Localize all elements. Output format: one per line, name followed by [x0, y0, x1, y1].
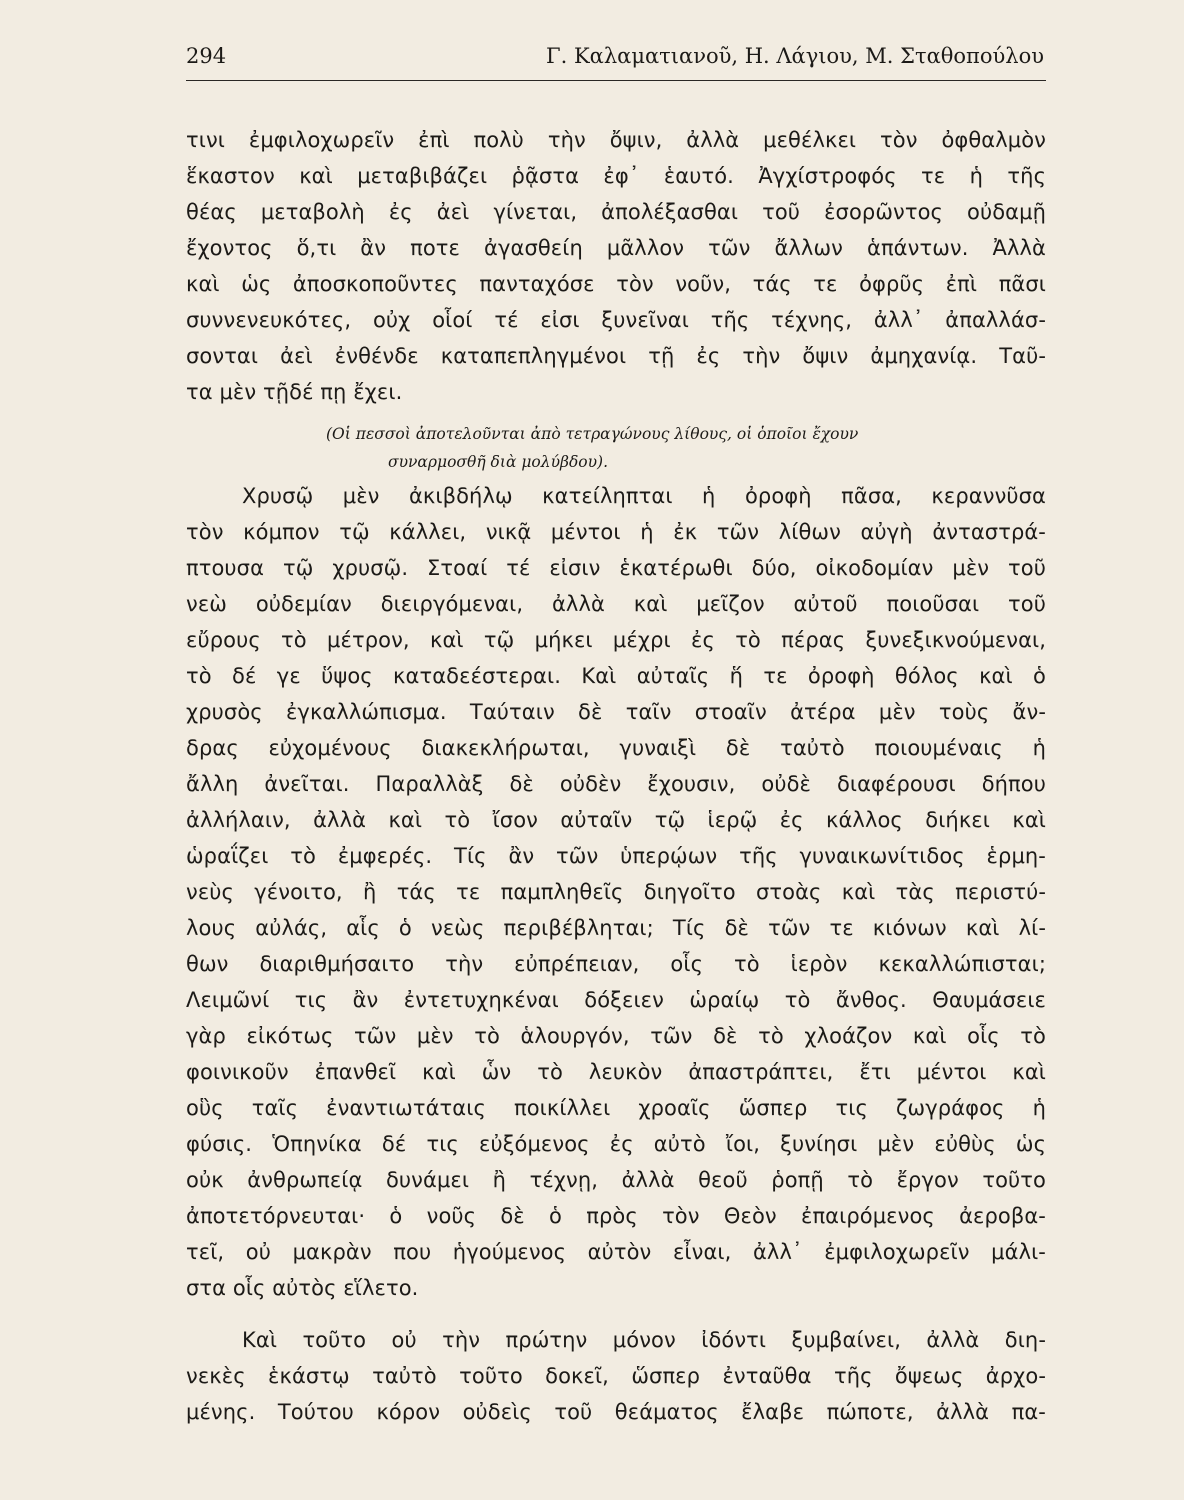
parenthetical-note [326, 420, 1046, 476]
text-line: ἕκαστον καὶ μεταβιβάζει ῥᾷστα ἐφ᾽ ἑαυτό. Ἀγχίστροφός τε ἡ τῆς [186, 164, 1046, 188]
text-line: ὡραΐζει τὸ ἐμφερές. Τίς ἂν τῶν ὑπερῴων τῆς γυναικωνίτιδος ἑρμη- [186, 844, 1046, 868]
note-line: (Οἱ πεσσοὶ ἀποτελοῦνται ἀπὸ τετραγώνους λίθους, οἱ ὁποῖοι ἔχουν [326, 425, 859, 443]
text-line: ἄλλη ἀνεῖται. Παραλλὰξ δὲ οὐδὲν ἔχουσιν, οὐδὲ διαφέρουσι δήπου [186, 772, 1046, 796]
text-line: χρυσὸς ἐγκαλλώπισμα. Ταύταιν δὲ ταῖν στοαῖν ἀτέρα μὲν τοὺς ἄν- [186, 700, 1046, 724]
text-line: δρας εὐχομένους διακεκλήρωται, γυναιξὶ δὲ ταὐτὸ ποιουμέναις ἡ [186, 736, 1046, 760]
running-title: Γ. Καλαματιανοῦ, Η. Λάγιου, Μ. Σταθοπούλου [546, 44, 1044, 68]
text-line: φύσις. Ὁπηνίκα δέ τις εὐξόμενος ἐς αὐτὸ ἴοι, ξυνίησι μὲν εὐθὺς ὡς [186, 1132, 1046, 1156]
text-line: Χρυσῷ μὲν ἀκιβδήλῳ κατείληπται ἡ ὀροφὴ πᾶσα, κεραννῦσα [242, 484, 1046, 508]
paragraph-3 [186, 1322, 1046, 1430]
text-line: καὶ ὡς ἀποσκοποῦντες πανταχόσε τὸν νοῦν, τάς τε ὀφρῦς ἐπὶ πᾶσι [186, 272, 1046, 296]
text-line: οὓς ταῖς ἐναντιωτάταις ποικίλλει χροαῖς ὥσπερ τις ζωγράφος ἡ [186, 1096, 1046, 1120]
text-line: Καὶ τοῦτο οὐ τὴν πρώτην μόνον ἰδόντι ξυμβαίνει, ἀλλὰ διη- [242, 1328, 1046, 1352]
text-line: ἔχοντος ὅ,τι ἂν ποτε ἀγασθείη μᾶλλον τῶν ἄλλων ἁπάντων. Ἀλλὰ [186, 236, 1046, 260]
text-line: θων διαριθμήσαιτο τὴν εὐπρέπειαν, οἷς τὸ ἱερὸν κεκαλλώπισται; [186, 952, 1046, 976]
text-line: ἀποτετόρνευται· ὁ νοῦς δὲ ὁ πρὸς τὸν Θεὸν ἐπαιρόμενος ἀεροβα- [186, 1204, 1046, 1228]
text-line: λους αὐλάς, αἷς ὁ νεὼς περιβέβληται; Τίς δὲ τῶν τε κιόνων καὶ λί- [186, 916, 1046, 940]
text-line: νεὼ οὐδεμίαν διειργόμεναι, ἀλλὰ καὶ μεῖζον αὐτοῦ ποιοῦσαι τοῦ [186, 592, 1046, 616]
paragraph-1 [186, 122, 1046, 410]
text-line: τα μὲν τῇδέ πῃ ἔχει. [186, 380, 403, 404]
text-line: γὰρ εἰκότως τῶν μὲν τὸ ἁλουργόν, τῶν δὲ τὸ χλοάζον καὶ οἷς τὸ [186, 1024, 1046, 1048]
text-line: τὸ δέ γε ὕψος καταδεέστεραι. Καὶ αὐταῖς ἥ τε ὀροφὴ θόλος καὶ ὁ [186, 664, 1046, 688]
text-line: πτουσα τῷ χρυσῷ. Στοαί τέ εἰσιν ἑκατέρωθι δύο, οἰκοδομίαν μὲν τοῦ [186, 556, 1046, 580]
text-line: στα οἷς αὐτὸς εἵλετο. [186, 1276, 419, 1300]
text-line: τεῖ, οὐ μακρὰν που ἡγούμενος αὐτὸν εἶναι, ἀλλ᾽ ἐμφιλοχωρεῖν μάλι- [186, 1240, 1046, 1264]
running-header [186, 44, 1044, 68]
note-line: συναρμοσθῆ διὰ μολύβδου). [388, 453, 609, 471]
header-rule [186, 80, 1046, 81]
text-line: μένης. Τούτου κόρον οὐδεὶς τοῦ θεάματος ἔλαβε πώποτε, ἀλλὰ πα- [186, 1400, 1046, 1424]
text-line: σονται ἀεὶ ἐνθένδε καταπεπληγμένοι τῇ ἐς τὴν ὄψιν ἀμηχανίᾳ. Ταῦ- [186, 344, 1046, 368]
text-line: οὐκ ἀνθρωπείᾳ δυνάμει ἢ τέχνῃ, ἀλλὰ θεοῦ ῥοπῇ τὸ ἔργον τοῦτο [186, 1168, 1046, 1192]
text-line: ἀλλήλαιν, ἀλλὰ καὶ τὸ ἴσον αὐταῖν τῷ ἱερῷ ἐς κάλλος διήκει καὶ [186, 808, 1046, 832]
text-line: φοινικοῦν ἐπανθεῖ καὶ ὧν τὸ λευκὸν ἀπαστράπτει, ἔτι μέντοι καὶ [186, 1060, 1046, 1084]
text-line: νεκὲς ἑκάστῳ ταὐτὸ τοῦτο δοκεῖ, ὥσπερ ἐνταῦθα τῆς ὄψεως ἀρχο- [186, 1364, 1046, 1388]
text-line: θέας μεταβολὴ ἐς ἀεὶ γίνεται, ἀπολέξασθαι τοῦ ἐσορῶντος οὐδαμῇ [186, 200, 1046, 224]
text-line: εὔρους τὸ μέτρον, καὶ τῷ μήκει μέχρι ἐς τὸ πέρας ξυνεξικνούμεναι, [186, 628, 1046, 652]
text-line: Λειμῶνί τις ἂν ἐντετυχηκέναι δόξειεν ὡραίῳ τὸ ἄνθος. Θαυμάσειε [186, 988, 1046, 1012]
page-number: 294 [186, 44, 227, 68]
text-line: νεὺς γένοιτο, ἢ τάς τε παμπληθεῖς διηγοῖτο στοὰς καὶ τὰς περιστύ- [186, 880, 1046, 904]
text-line: τὸν κόμπον τῷ κάλλει, νικᾷ μέντοι ἡ ἐκ τῶν λίθων αὐγὴ ἀνταστρά- [186, 520, 1046, 544]
text-line: συννενευκότες, οὐχ οἷοί τέ εἰσι ξυνεῖναι τῆς τέχνης, ἀλλ᾽ ἀπαλλάσ- [186, 308, 1046, 332]
text-line: τινι ἐμφιλοχωρεῖν ἐπὶ πολὺ τὴν ὄψιν, ἀλλὰ μεθέλκει τὸν ὀφθαλμὸν [186, 128, 1046, 152]
paragraph-2 [186, 478, 1046, 1306]
